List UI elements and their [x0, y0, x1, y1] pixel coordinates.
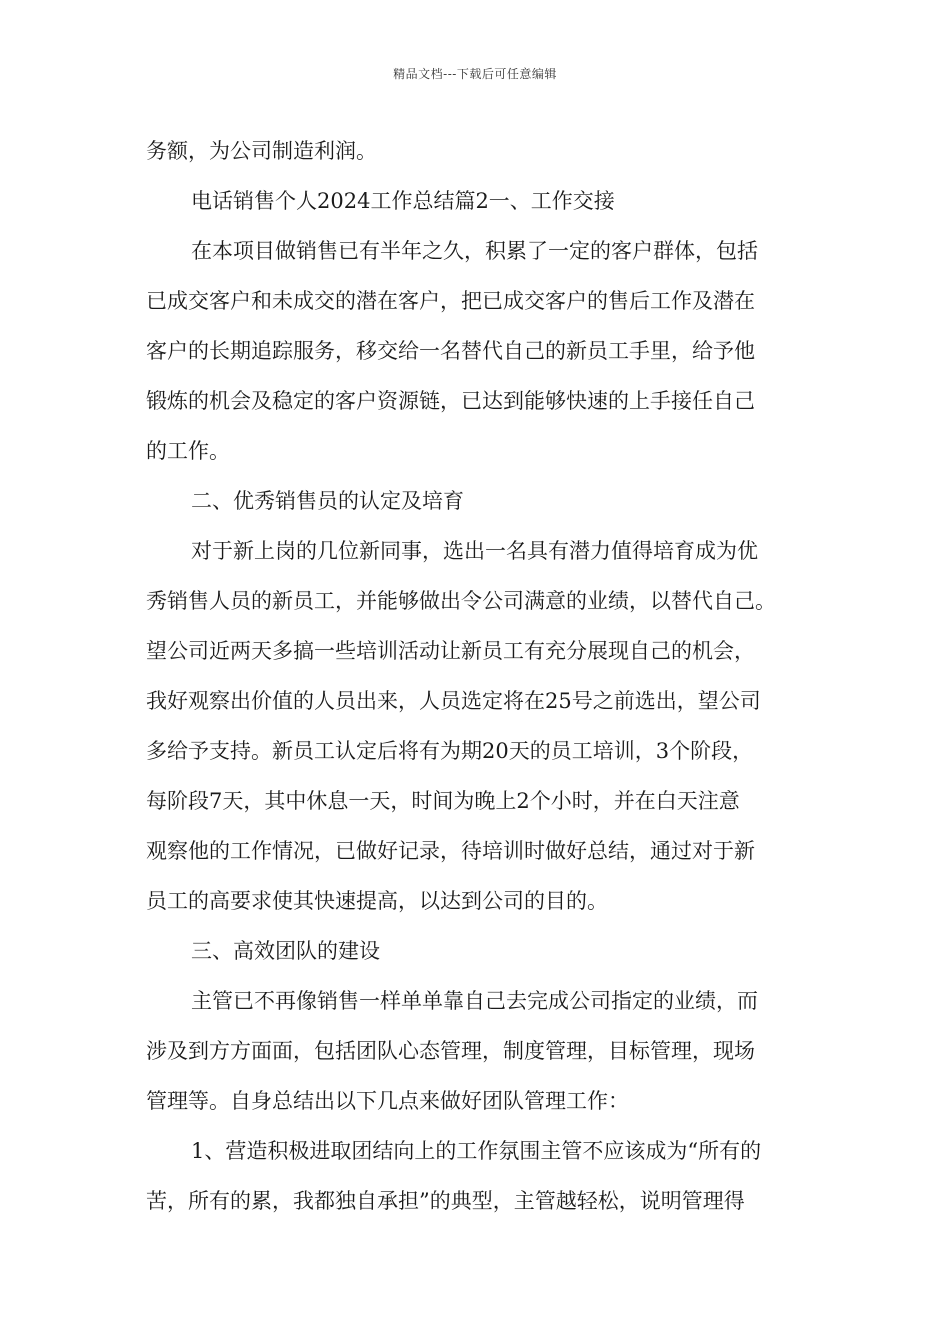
text-line: 员工的高要求使其快速提高，以达到公司的目的。 — [146, 889, 608, 913]
text-line: 苦，所有的累，我都独自承担”的典型，主管越轻松，说明管理得 — [146, 1189, 745, 1213]
section-heading: 二、优秀销售员的认定及培育 — [191, 489, 464, 513]
text-line: 每阶段7天，其中休息一天，时间为晚上2个小时，并在白天注意 — [146, 789, 740, 813]
text-line: 客户的长期追踪服务，移交给一名替代自己的新员工手里，给予他 — [146, 339, 755, 363]
document-body — [146, 126, 808, 1226]
section-heading: 三、高效团队的建设 — [191, 939, 380, 963]
section-heading: 电话销售个人2024工作总结篇2一、工作交接 — [191, 189, 615, 213]
page-header: 精品文档---下载后可任意编辑 — [393, 67, 557, 81]
text-line: 的工作。 — [146, 439, 230, 463]
text-line: 管理等。自身总结出以下几点来做好团队管理工作： — [146, 1089, 629, 1113]
text-line: 秀销售人员的新员工，并能够做出令公司满意的业绩，以替代自己。 — [146, 589, 776, 613]
text-line: 务额，为公司制造利润。 — [146, 139, 377, 163]
text-line: 多给予支持。新员工认定后将有为期20天的员工培训，3个阶段， — [146, 739, 754, 763]
text-line: 我好观察出价值的人员出来，人员选定将在25号之前选出，望公司 — [146, 689, 761, 713]
text-line: 锻炼的机会及稳定的客户资源链，已达到能够快速的上手接任自己 — [146, 389, 755, 413]
text-line: 在本项目做销售已有半年之久，积累了一定的客户群体，包括 — [191, 239, 758, 263]
text-line: 望公司近两天多搞一些培训活动让新员工有充分展现自己的机会， — [146, 639, 755, 663]
text-line: 观察他的工作情况，已做好记录，待培训时做好总结，通过对于新 — [146, 839, 755, 863]
text-line: 涉及到方方面面，包括团队心态管理，制度管理，目标管理，现场 — [146, 1039, 755, 1063]
text-line: 1、营造积极进取团结向上的工作氛围主管不应该成为“所有的 — [191, 1139, 762, 1163]
text-line: 已成交客户和未成交的潜在客户，把已成交客户的售后工作及潜在 — [146, 289, 755, 313]
text-line: 对于新上岗的几位新同事，选出一名具有潜力值得培育成为优 — [191, 539, 758, 563]
text-line: 主管已不再像销售一样单单靠自己去完成公司指定的业绩，而 — [191, 989, 758, 1013]
